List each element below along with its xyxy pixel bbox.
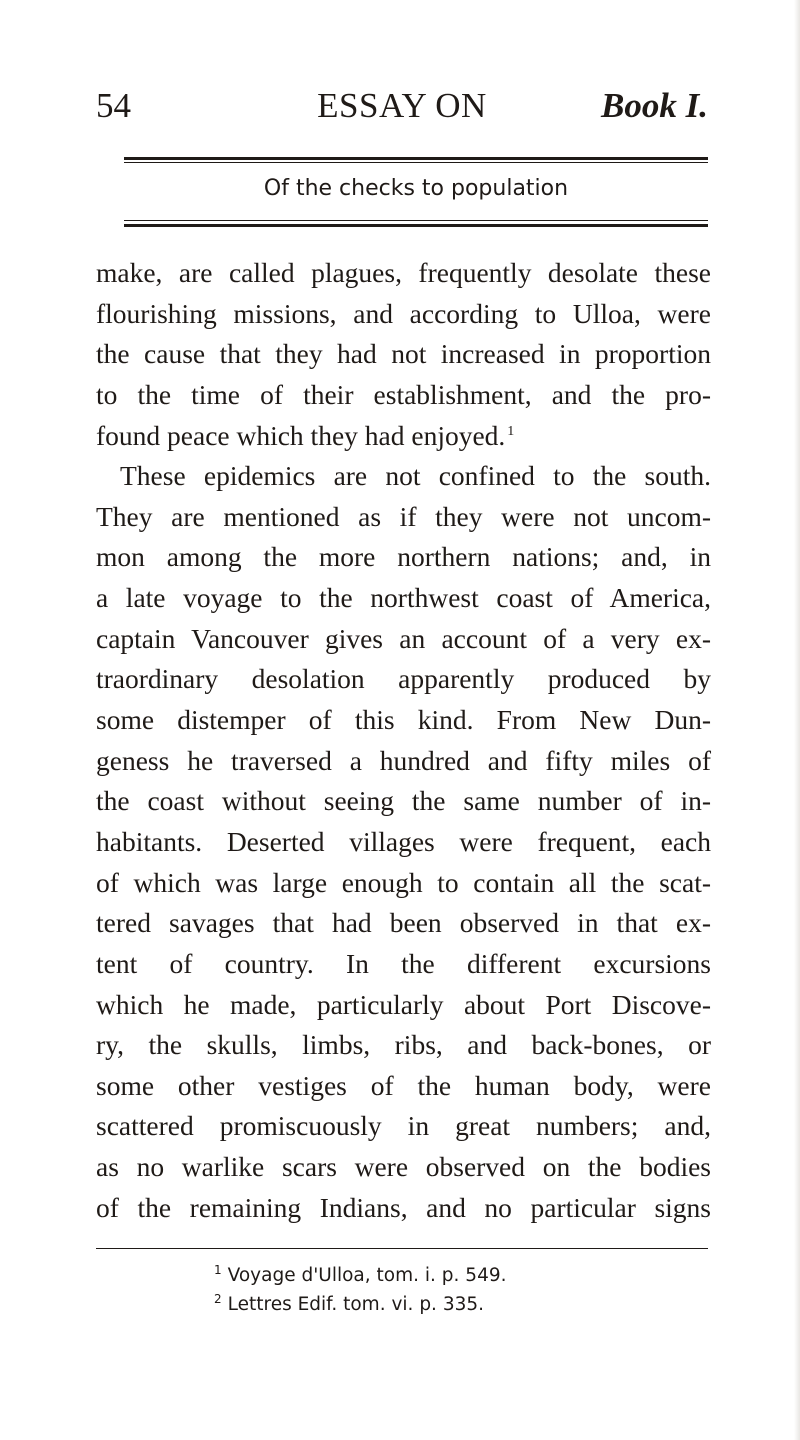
body-text: [96, 253, 711, 1228]
footnote-item: [214, 1291, 774, 1320]
footnote-mark: 1: [214, 1263, 222, 1277]
body-line: to the time of their establishment, and the pro-: [96, 378, 711, 410]
footnotes: [214, 1262, 774, 1320]
header-rule-bottom-thick: [124, 224, 708, 227]
body-line: of which was large enough to contain all the scat-: [96, 866, 711, 898]
running-title: ESSAY ON: [317, 86, 487, 125]
section-header: Of the checks to population: [263, 176, 569, 201]
body-line: scattered promiscuously in great numbers; and,: [96, 1110, 711, 1142]
footnote-item: [214, 1262, 774, 1291]
body-line: some other vestiges of the human body, were: [96, 1069, 711, 1101]
body-line: which he made, particularly about Port Discove-: [96, 988, 711, 1020]
body-line: habitants. Deserted villages were frequent, each: [96, 825, 711, 857]
body-line: some distemper of this kind. From New Dun-: [96, 704, 711, 736]
body-line: ry, the skulls, limbs, ribs, and back-bones, or: [96, 1029, 711, 1061]
header-rule-top-thick: [124, 157, 708, 160]
footnote-text: Lettres Edif. tom. vi. p. 335.: [227, 1294, 485, 1315]
body-line: tered savages that had been observed in that ex-: [96, 907, 711, 939]
body-line: mon among the more northern nations; and, in: [96, 541, 711, 573]
body-line: geness he traversed a hundred and fifty miles of: [96, 744, 711, 776]
footnote-reference: 1: [507, 423, 515, 439]
footnote-rule: [96, 1248, 708, 1249]
footnote-mark: 2: [214, 1292, 222, 1306]
footnote-text: Voyage d'Ulloa, tom. i. p. 549.: [227, 1265, 507, 1286]
header-rule-bottom-thin: [124, 220, 708, 221]
body-line: tent of country. In the different excursions: [96, 947, 711, 979]
body-line: captain Vancouver gives an account of a very ex-: [96, 622, 711, 654]
body-line: the cause that they had not increased in proportion: [96, 338, 711, 370]
body-line: of the remaining Indians, and no particular signs: [96, 1191, 711, 1223]
body-line: flourishing missions, and according to Ulloa, were: [96, 297, 711, 329]
book-label: Book I.: [601, 86, 708, 125]
body-line: traordinary desolation apparently produced by: [96, 663, 711, 695]
body-line: the coast without seeing the same number of in-: [96, 785, 711, 817]
running-head: [96, 78, 708, 134]
page-number: 54: [96, 86, 131, 125]
header-rule-top-thin: [124, 162, 708, 163]
body-line: These epidemics are not confined to the south.: [120, 460, 711, 492]
body-line: [96, 416, 711, 457]
body-line-text: found peace which they had enjoyed.: [96, 419, 506, 451]
page-edge: [794, 0, 800, 1440]
body-line: a late voyage to the northwest coast of America,: [96, 582, 711, 614]
body-line: make, are called plagues, frequently desolate these: [96, 257, 711, 288]
body-line: They are mentioned as if they were not uncom-: [96, 500, 711, 532]
body-line: as no warlike scars were observed on the bodies: [96, 1151, 711, 1183]
